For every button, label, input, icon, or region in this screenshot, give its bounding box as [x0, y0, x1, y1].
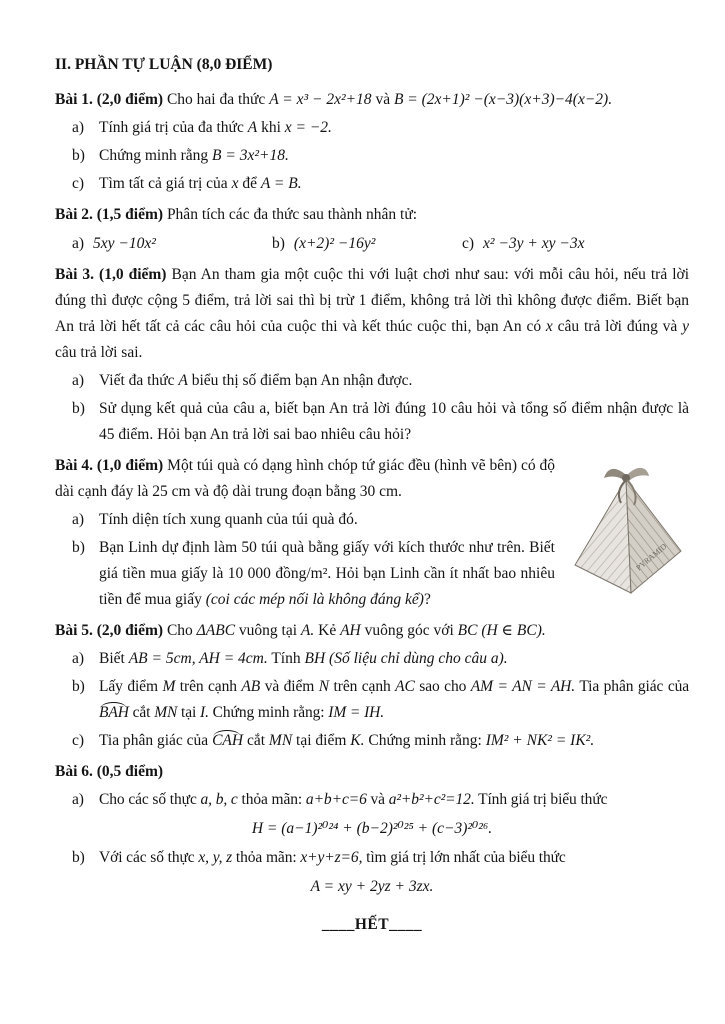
text-run: Cho các số thực [99, 791, 197, 808]
text-run: Tia phân giác của [579, 678, 690, 695]
bai1-item-a [55, 115, 689, 141]
text-run: Với các số thực [99, 849, 195, 866]
math-run: A [178, 372, 188, 389]
bai3-item-a [55, 368, 689, 394]
math-run: I. [200, 704, 209, 721]
text-run: Một túi quà có dạng hình chóp tứ giác đều (hình vẽ bên) có độ dài cạnh đáy là 25 cm và độ dài trung đoạn bằng 30 cm. [55, 457, 556, 500]
emphasis-run: (Số liệu chỉ dùng cho câu a). [329, 650, 508, 667]
math-run: IM² + NK² = IK². [485, 732, 595, 749]
text-run: để [242, 175, 257, 192]
math-run: x [231, 175, 239, 192]
text-run: Phân tích các đa thức sau thành nhân tử: [166, 206, 418, 223]
text-run: câu trả lời đúng và [557, 318, 678, 335]
bai4-label: Bài 4. (1,0 điểm) [55, 457, 164, 474]
angle-arc-CAH: CAH [212, 732, 244, 749]
text-run: cắt [132, 704, 151, 721]
math-run: AC [395, 678, 415, 695]
text-run: Tìm tất cả giá trị của [99, 175, 228, 192]
bai1-item-b [55, 143, 689, 169]
text-run: thỏa mãn: [235, 849, 297, 866]
text-run: ? [423, 591, 431, 608]
math-run: N [318, 678, 330, 695]
math-run: A. [300, 622, 315, 639]
math-run: MN [154, 704, 178, 721]
bai1-intro [55, 87, 689, 113]
bai3-item-b [55, 396, 689, 448]
math-run: IM = IH. [328, 704, 384, 721]
text-run: vuông góc với [364, 622, 454, 639]
bai2-block [55, 202, 689, 257]
bai2-label: Bài 2. (1,5 điểm) [55, 206, 164, 223]
text-run: tại điểm [296, 732, 347, 749]
angle-arc-BAH: BAH [99, 704, 129, 721]
math-run: ΔABC [196, 622, 236, 639]
bai6-formula-a: H = (a−1)²⁰²⁴ + (b−2)²⁰²⁵ + (c−3)²⁰²⁶. [251, 820, 493, 837]
bai6-label-line [55, 759, 689, 785]
bai4-block [55, 453, 689, 613]
bai2-intro [55, 202, 689, 228]
math-run: AH [340, 622, 361, 639]
math-run: x [545, 318, 553, 335]
math-run: AB = 5cm, AH = 4cm. [128, 650, 268, 667]
math-run: x² −3y + xy −3x [483, 235, 585, 252]
text-run: Viết đa thức [99, 372, 175, 389]
bai2-items [55, 231, 689, 257]
math-run: MN [268, 732, 293, 749]
math-run: A = x³ − 2x²+18 [269, 91, 372, 108]
bai4-item-b [55, 535, 689, 613]
text-run: tại [181, 704, 197, 721]
math-run: B = (2x+1)² −(x−3)(x+3)−4(x−2). [393, 91, 613, 108]
bai3-block [55, 262, 689, 448]
text-run: Bạn An tham gia một cuộc thi với luật chơi như sau: với mỗi câu hỏi, nếu trả lời đúng thì được cộng 5 điểm, trả lời sai thì bị trừ 1 điểm, không trả lời thì không được điểm. Biết bạn An trả lời hết tất cả các câu hỏi của cuộc thi và kết thúc cuộc thi, bạn An có [55, 266, 690, 335]
bai5-label: Bài 5. (2,0 điểm) [55, 622, 164, 639]
bai6-block [55, 759, 689, 900]
bai6-item-b [55, 845, 689, 871]
text-run: và điểm [264, 678, 315, 695]
text-run: Cho hai đa thức [166, 91, 266, 108]
bai3-intro [55, 262, 689, 366]
bai5-item-a [55, 646, 689, 672]
item-marker: b) [72, 147, 85, 164]
math-run: BC [457, 622, 478, 639]
text-run: Tính [271, 650, 301, 667]
bai6-item-a [55, 787, 689, 813]
text-run: và [375, 91, 391, 108]
item-marker: c) [462, 235, 475, 252]
text-run: câu trả lời sai. [55, 344, 143, 361]
item-marker: b) [272, 235, 285, 252]
bai5-block [55, 618, 689, 754]
text-run: Sử dụng kết quả của câu a, biết bạn An trả lời đúng 10 câu hỏi và tổng số điểm nhận được là 45 điểm. Hỏi bạn An trả lời sai bao nhiêu câu hỏi? [99, 400, 689, 443]
item-marker: b) [72, 400, 85, 417]
text-run: trên cạnh [333, 678, 391, 695]
math-run: a+b+c=6 [305, 791, 367, 808]
text-run: khi [261, 119, 281, 136]
text-run: Chứng minh rằng: [368, 732, 482, 749]
text-run: Kẻ [318, 622, 337, 639]
item-marker: a) [72, 235, 85, 252]
math-run: x = −2. [284, 119, 332, 136]
math-run: K. [350, 732, 365, 749]
section-title: II. PHẦN TỰ LUẬN (8,0 ĐIỂM) [55, 56, 273, 73]
pyramid-label-text: PYRAMID [634, 541, 669, 573]
bai5-item-c [55, 728, 689, 754]
math-run: M [162, 678, 176, 695]
text-run: Tính giá trị của đa thức [99, 119, 244, 136]
text-run: Chứng minh rằng [99, 147, 209, 164]
item-marker: a) [72, 119, 85, 136]
math-run: (H ∈ BC). [481, 622, 546, 639]
item-marker: b) [72, 849, 85, 866]
bai2-item-a [72, 231, 272, 257]
text-run: Chứng minh rằng: [212, 704, 325, 721]
item-marker: c) [72, 732, 85, 749]
bai5-item-b [55, 674, 689, 726]
text-run: biểu thị số điểm bạn An nhận được. [191, 372, 413, 389]
text-run: thỏa mãn: [241, 791, 303, 808]
item-marker: a) [72, 791, 84, 808]
text-run: Tính diện tích xung quanh của túi quà đó. [99, 511, 358, 528]
text-run: Bạn Linh dự định làm 50 túi quà bằng giấy với kích thước như trên. Biết giá tiền mua giấy là 10 000 đồng/m². Hỏi bạn Linh cần ít nhất bao nhiêu tiền để mua giấy [99, 539, 555, 608]
math-run: BH [304, 650, 326, 667]
text-run: Cho [166, 622, 193, 639]
bai4-item-a [55, 507, 689, 533]
text-run: vuông tại [238, 622, 298, 639]
text-run: trên cạnh [179, 678, 237, 695]
text-run: tìm giá trị lớn nhất của biểu thức [366, 849, 566, 866]
text-run: Tính giá trị biểu thức [478, 791, 608, 808]
bai6-label: Bài 6. (0,5 điểm) [55, 763, 164, 780]
item-marker: a) [72, 372, 85, 389]
text-run: Biết [99, 650, 125, 667]
text-run: cắt [246, 732, 266, 749]
text-run: Tia phân giác của [99, 732, 209, 749]
math-run: B = 3x²+18. [212, 147, 289, 164]
math-run: (x+2)² −16y² [293, 235, 376, 252]
math-run: A [247, 119, 258, 136]
bai6-formula-b: A = xy + 2yz + 3zx. [310, 878, 434, 895]
text-run: và [370, 791, 385, 808]
math-run: AM = AN = AH. [470, 678, 576, 695]
item-marker: b) [72, 678, 85, 695]
bai5-intro [55, 618, 689, 644]
math-run: a²+b²+c²=12. [388, 791, 475, 808]
bai2-item-c [462, 231, 689, 257]
math-run: AB [241, 678, 261, 695]
math-run: a, b, c [200, 791, 238, 808]
bai1-item-c [55, 171, 689, 197]
item-marker: a) [72, 650, 85, 667]
bai2-item-b [272, 231, 462, 257]
text-run: Lấy điểm [99, 678, 158, 695]
math-run: x, y, z [198, 849, 233, 866]
math-run: A = B. [260, 175, 302, 192]
bai1-label: Bài 1. (2,0 điểm) [55, 91, 164, 108]
item-marker: b) [72, 539, 85, 556]
math-run: 5xy −10x² [93, 235, 156, 252]
math-run: x+y+z=6, [300, 849, 363, 866]
math-run: y [682, 318, 690, 335]
item-marker: c) [72, 175, 85, 192]
emphasis-run: (coi các mép nối là không đáng kể) [205, 591, 424, 608]
item-marker: a) [72, 511, 85, 528]
text-run: sao cho [419, 678, 467, 695]
bai1-block [55, 87, 689, 197]
bow-loop-right [627, 468, 649, 481]
end-marker: ____HẾT____ [321, 916, 423, 933]
bai3-label: Bài 3. (1,0 điểm) [55, 266, 167, 283]
